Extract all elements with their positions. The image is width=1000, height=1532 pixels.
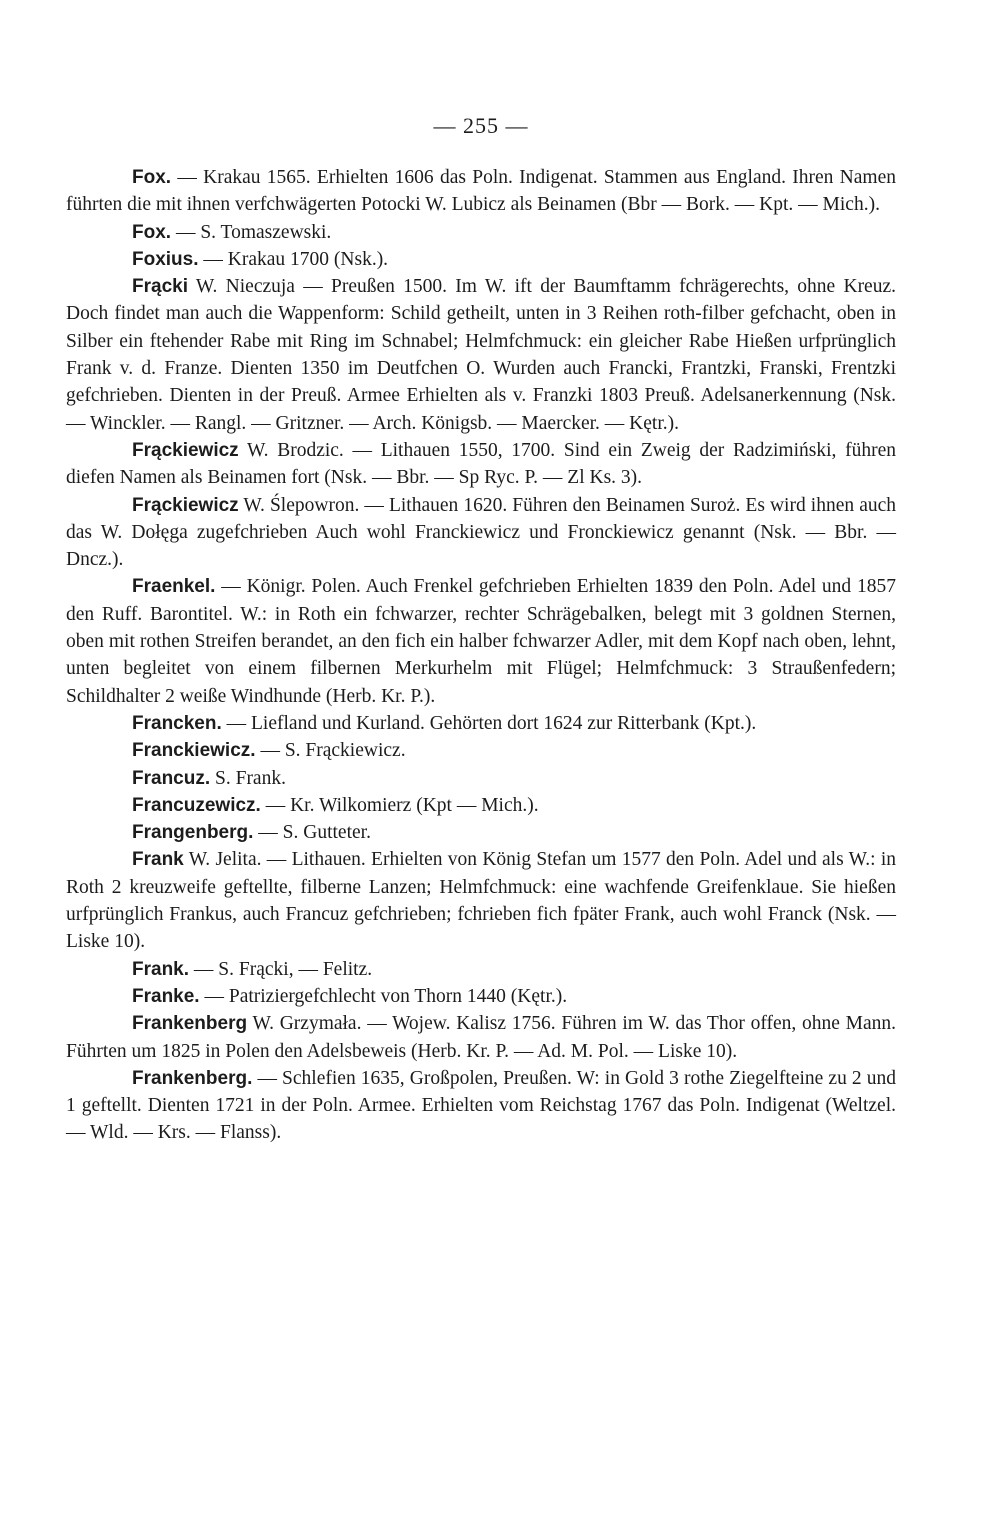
entry-text: W. Ślepowron. — Lithauen 1620. Führen den Beinamen Suroż. Es wird ihnen auch das W. Dołęga zugefchrieben Auch wohl Franckiewicz und Fronckiewicz genannt (Nsk. — Bbr. — Dncz.).	[66, 494, 896, 571]
entry-text: W. Grzymała. — Wojew. Kalisz 1756. Führen im W. das Thor offen, ohne Mann. Führten um 1825 in Polen den Adelsbeweis (Herb. Kr. P. — Ad. M. Pol. — Liske 10).	[66, 1013, 896, 1062]
entry-foxius	[66, 246, 896, 273]
entry-text: W. Jelita. — Lithauen. Erhielten von König Stefan um 1577 den Poln. Adel und als W.: in Roth 2 kreuzweife geftellte, filberne Lanzen; Helmfchmuck: eine wachfende Greifenklaue. Sie hießen urfprünglich Frankus, auch Francuz gefchrieben; fchrieben fich fpäter Frank, auch wohl Franck (Nsk. — Liske 10).	[66, 849, 896, 953]
entry-text: — Liefland und Kurland. Gehörten dort 1624 zur Ritterbank (Kpt.).	[221, 712, 757, 734]
entry-francuzewicz	[66, 792, 896, 819]
entry-frankenberg-grzymala	[66, 1010, 896, 1065]
entry-fracki	[66, 273, 896, 437]
entry-text: — Krakau 1565. Erhielten 1606 das Poln. Indigenat. Stammen aus England. Ihren Namen führten die mit ihnen verfchwägerten Potocki W. Lubicz als Beinamen (Bbr — Bork. — Kpt. — Mich.).	[66, 167, 896, 216]
headword: Francuzewicz.	[132, 794, 261, 816]
headword: Frankenberg.	[132, 1067, 253, 1089]
entry-text: — S. Gutteter.	[253, 822, 371, 844]
entry-text: — Schlefien 1635, Großpolen, Preußen. W: in Gold 3 rothe Ziegelfteine zu 2 und 1 geftellt. Dienten 1721 in der Poln. Armee. Erhielten vom Reichstag 1767 das Poln. Indigenat (Weltzel. — Wld. — Krs. — Flanss).	[66, 1067, 896, 1144]
page-number: — 255 —	[433, 113, 529, 138]
entry-frank-see	[66, 956, 896, 983]
headword: Frąckiewicz	[132, 439, 239, 461]
headword: Foxius.	[132, 248, 199, 270]
entry-text: W. Brodzic. — Lithauen 1550, 1700. Sind ein Zweig der Radzimiński, führen diefen Namen als Beinamen fort (Nsk. — Bbr. — Sp Ryc. P. — Zl Ks. 3).	[66, 439, 896, 489]
entry-franckiewicz	[66, 737, 896, 764]
entry-franke	[66, 983, 896, 1010]
headword: Frąckiewicz	[132, 494, 239, 516]
headword: Fraenkel.	[132, 576, 216, 598]
entry-frankenberg-schlesien	[66, 1065, 896, 1147]
entry-fox-tomaszewski	[66, 219, 896, 246]
entry-frackiewicz-slepowron	[66, 492, 896, 574]
entry-text: S. Frank.	[210, 767, 286, 789]
headword: Fox.	[132, 167, 172, 188]
headword: Frankenberg	[132, 1013, 248, 1035]
headword: Frank.	[132, 958, 190, 980]
headword: Frank	[132, 849, 184, 871]
entry-text: — Krakau 1700 (Nsk.).	[198, 248, 389, 270]
headword: Fox.	[132, 221, 172, 243]
entry-frackiewicz-brodzic	[66, 437, 896, 492]
entry-text: — S. Tomaszewski.	[171, 221, 332, 243]
entry-text: — Kr. Wilkomierz (Kpt — Mich.).	[260, 794, 539, 816]
entry-francuz	[66, 765, 896, 792]
headword: Frącki	[132, 276, 188, 298]
headword: Frangenberg.	[132, 822, 254, 844]
headword: Francken.	[132, 712, 222, 734]
entry-fox-krakau	[66, 164, 896, 219]
entry-fraenkel	[66, 573, 896, 709]
headword: Francuz.	[132, 767, 211, 789]
entry-text: — Patriziergefchlecht von Thorn 1440 (Kętr.).	[199, 985, 568, 1007]
document-page	[66, 110, 896, 1147]
entry-text: — S. Frącki, — Felitz.	[189, 958, 373, 980]
headword: Franke.	[132, 985, 200, 1007]
entry-text: — S. Frąckiewicz.	[255, 740, 406, 762]
headword: Franckiewicz.	[132, 740, 256, 762]
entry-text: — Königr. Polen. Auch Frenkel gefchrieben Erhielten 1839 den Poln. Adel und 1857 den Ruff. Barontitel. W.: in Roth ein fchwarzer, rechter Schrägebalken, belegt mit 3 goldnen Sternen, oben mit rothen Streifen berandet, an den fich ein halber fchwarzer Adler, mit dem Kopf nach oben, lehnt, unten begleitet von einem filbernen Merkurhelm mit Flügel; Helmfchmuck: 3 Straußenfedern; Schildhalter 2 weiße Windhunde (Herb. Kr. P.).	[66, 576, 896, 707]
entry-frangenberg	[66, 819, 896, 846]
entry-francken	[66, 710, 896, 737]
entry-frank-jelita	[66, 846, 896, 955]
entry-text: W. Nieczuja — Preußen 1500. Im W. ift der Baumftamm fchrägerechts, ohne Kreuz. Doch findet man auch die Wappenform: Schild getheilt, unten in 3 Reihen roth-filber gefchacht, oben in Silber ein ftehender Rabe mit Ring im Schnabel; Helmfchmuck: ein gleicher Rabe Hießen urfprünglich Frank v. d. Franze. Dienten 1350 im Deutfchen O. Wurden auch Francki, Frantzki, Franski, Frentzki gefchrieben. Dienten in der Preuß. Armee Erhielten als v. Franzki 1803 Preuß. Adelsanerkennung (Nsk. — Winckler. — Rangl. — Gritzner. — Arch. Königsb. — Maercker. — Kętr.).	[66, 276, 896, 434]
